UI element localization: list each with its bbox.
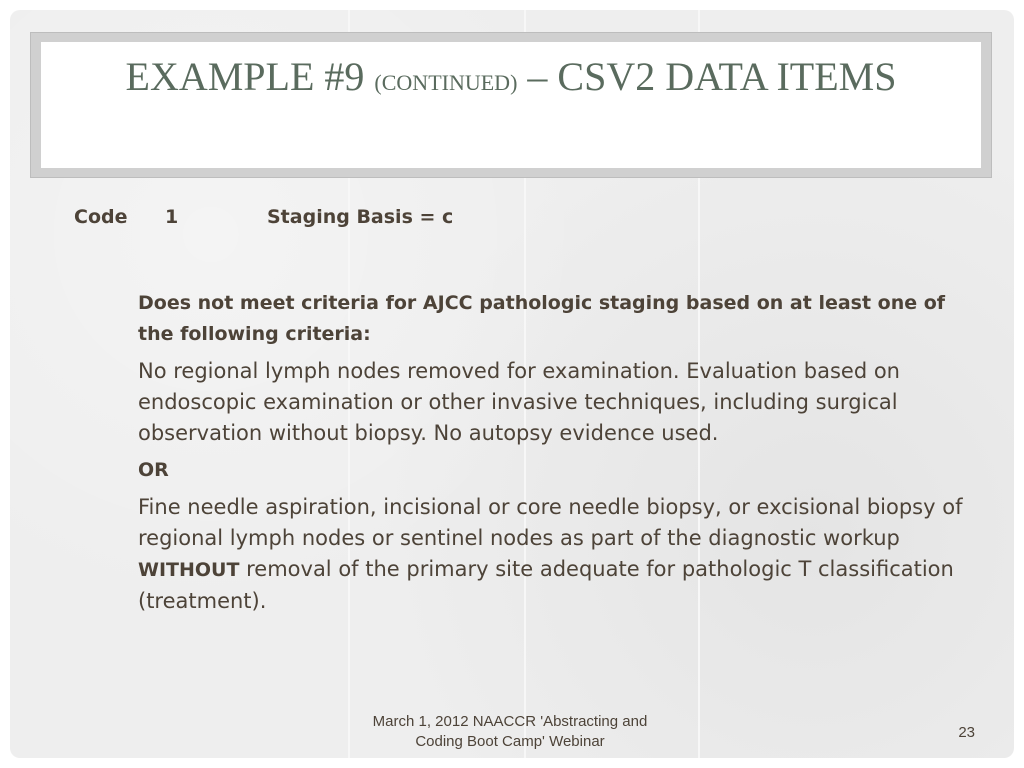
slide bbox=[10, 10, 1014, 758]
or-label: OR bbox=[138, 459, 169, 481]
title-frame bbox=[30, 32, 992, 178]
title-main: EXAMPLE #9 bbox=[125, 54, 375, 99]
footer: March 1, 2012 NAACCR 'Abstracting and Coding Boot Camp' Webinar bbox=[372, 713, 648, 750]
code-value: 1 bbox=[165, 206, 179, 228]
title-continued: (CONTINUED) bbox=[374, 70, 518, 95]
content-block bbox=[138, 288, 968, 623]
criteria-heading: Does not meet criteria for AJCC pathologic staging based on at least one of the following criteria: bbox=[138, 292, 946, 345]
page-number: 23 bbox=[958, 724, 975, 741]
title-subject: – CSV2 DATA ITEMS bbox=[517, 54, 897, 99]
paragraph-no-nodes: No regional lymph nodes removed for examination. Evaluation based on endoscopic examination or other invasive techniques, including surgical observation without biopsy. No autopsy evidence used. bbox=[138, 359, 900, 445]
paragraph-biopsy-start: Fine needle aspiration, incisional or core needle biopsy, or excisional biopsy of regional lymph nodes or sentinel nodes as part of the diagnostic workup bbox=[138, 495, 963, 550]
staging-basis: Staging Basis = c bbox=[267, 206, 454, 228]
without-emphasis: WITHOUT bbox=[138, 559, 240, 581]
code-label: Code bbox=[74, 206, 128, 228]
paragraph-biopsy bbox=[138, 492, 968, 617]
paragraph-biopsy-end: removal of the primary site adequate for pathologic T classification (treatment). bbox=[138, 557, 954, 613]
slide-title bbox=[41, 42, 981, 168]
